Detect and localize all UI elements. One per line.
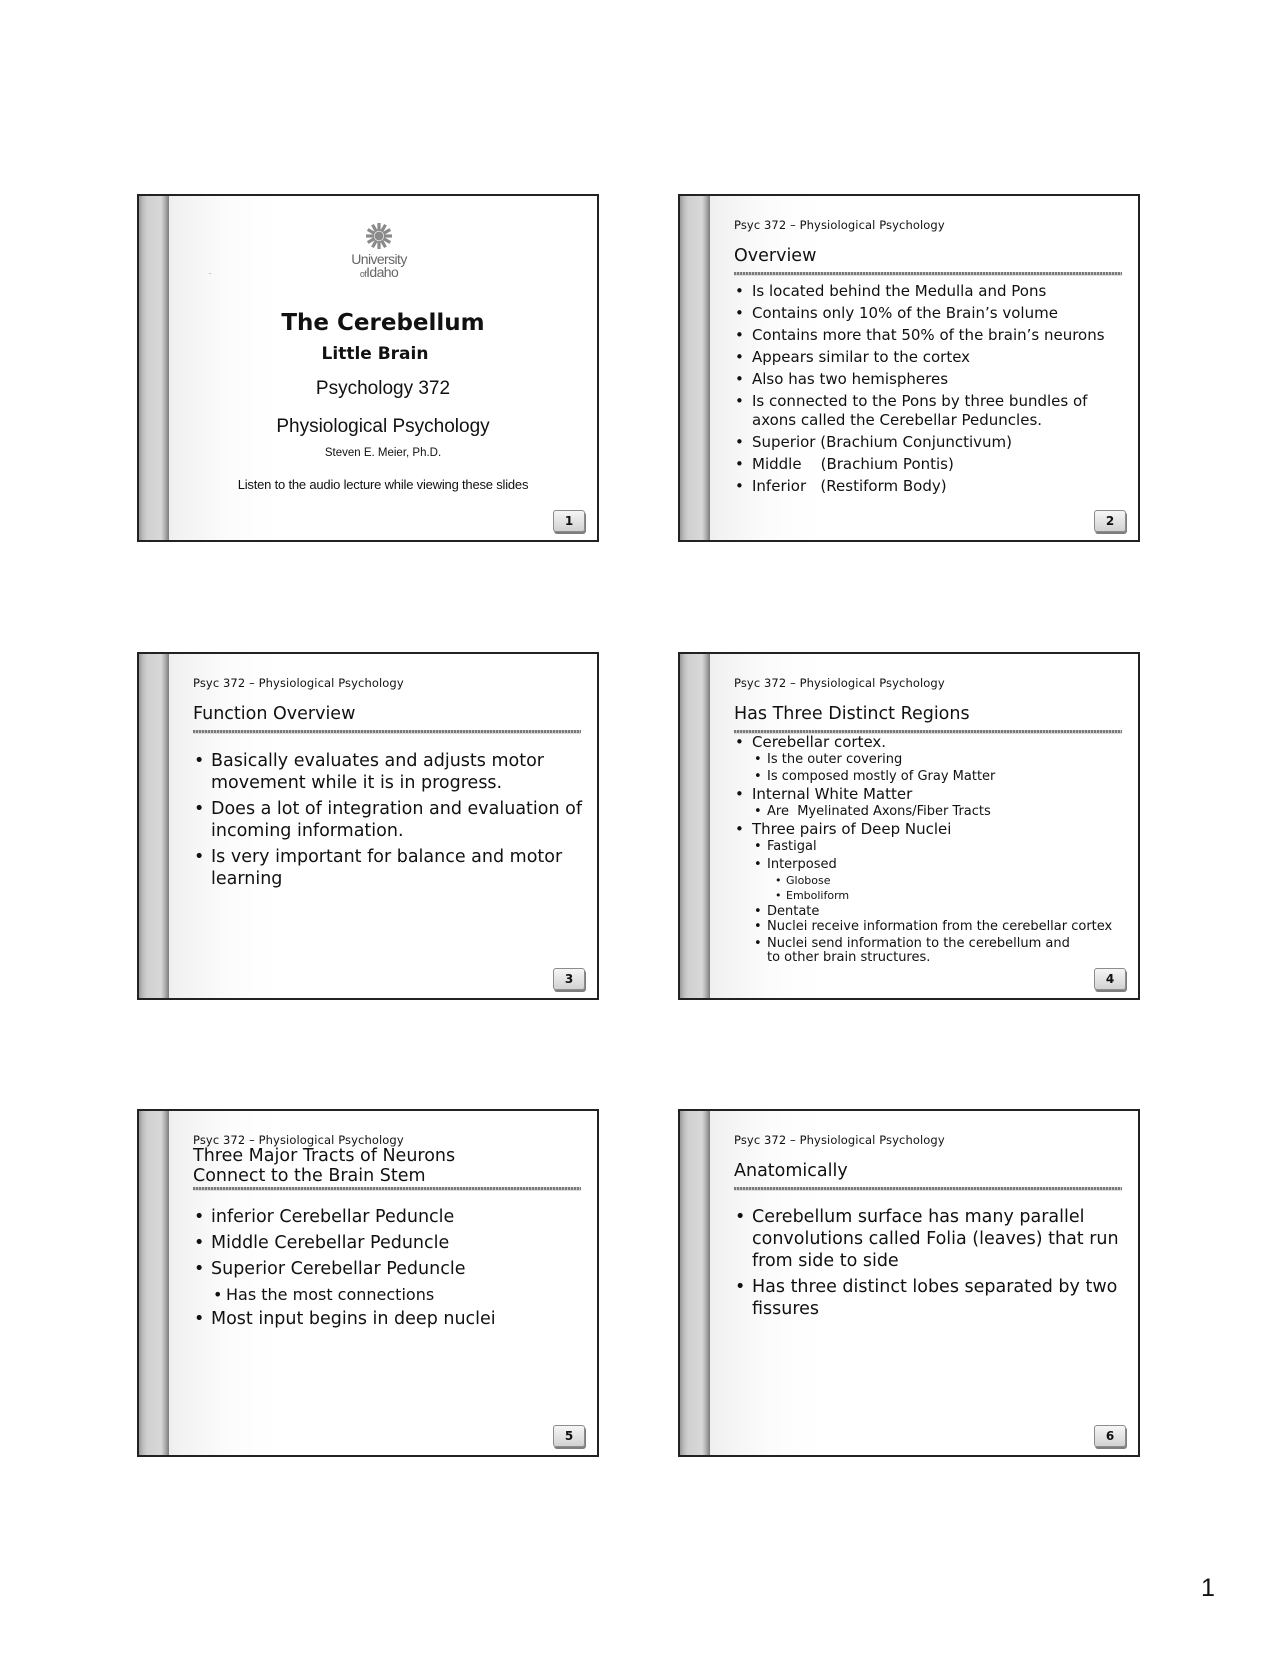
slide-side-band (680, 654, 710, 998)
list-item: • Nuclei send information to the cerebellum and to other brain structures. (753, 937, 1124, 965)
bullet-list (193, 1206, 583, 1330)
list-item: • Interposed (753, 856, 1124, 873)
title-rule (734, 272, 1122, 276)
list-item: • Are Myelinated Axons/Fiber Tracts (753, 803, 1124, 820)
slide-3 (137, 652, 599, 1000)
list-item: • Fastigal (753, 838, 1124, 856)
slide-side-band (680, 1111, 710, 1455)
slide-subtitle: Little Brain (321, 344, 429, 364)
slide-side-band (139, 196, 169, 540)
stray-dot: . (209, 269, 211, 276)
course-code: Psychology 372 (315, 378, 451, 399)
slide-number: 2 (1094, 510, 1126, 532)
list-item: • Superior Cerebellar Peduncle (193, 1258, 583, 1280)
slide-number: 6 (1094, 1425, 1126, 1447)
bullet-list (734, 1206, 1124, 1320)
slide-title: The Cerebellum (281, 310, 485, 336)
course-header: Psyc 372 – Physiological Psychology (193, 1133, 404, 1147)
list-item: • Emboliform (774, 888, 1124, 903)
list-item: • Most input begins in deep nuclei (193, 1308, 583, 1330)
slide-title: Anatomically (734, 1161, 848, 1181)
bullet-list (734, 282, 1124, 496)
logo-line-2: ofIdaho (359, 264, 399, 280)
course-header: Psyc 372 – Physiological Psychology (734, 676, 945, 690)
list-item: • Inferior (Restiform Body) (734, 477, 1124, 496)
list-item: • Does a lot of integration and evaluation of incoming information. (193, 798, 583, 842)
bullet-list (734, 734, 1124, 965)
list-item: • Appears similar to the cortex (734, 348, 1124, 367)
slide-number: 1 (553, 510, 585, 532)
list-item: • Contains more that 50% of the brain’s neurons (734, 326, 1124, 345)
slide-number: 4 (1094, 968, 1126, 990)
title-rule (193, 1187, 581, 1191)
bullet-list (193, 750, 583, 890)
slide-4 (678, 652, 1140, 1000)
slide-1 (137, 194, 599, 542)
list-item: • Is located behind the Medulla and Pons (734, 282, 1124, 301)
slide-number: 3 (553, 968, 585, 990)
slide-title: Overview (734, 246, 817, 266)
course-header: Psyc 372 – Physiological Psychology (734, 218, 945, 232)
slide-title-line: Three Major Tracts of Neurons (193, 1146, 456, 1166)
list-item: • Basically evaluates and adjusts motor movement while it is in progress. (193, 750, 583, 794)
list-item: • Middle Cerebellar Peduncle (193, 1232, 583, 1254)
list-item: • Is very important for balance and motor learning (193, 846, 583, 890)
list-item: • Is composed mostly of Gray Matter (753, 768, 1124, 785)
list-item: • Contains only 10% of the Brain’s volume (734, 304, 1124, 323)
list-item: • Has the most connections (212, 1284, 583, 1306)
list-item: • Globose (774, 873, 1124, 888)
slide-title: Has Three Distinct Regions (734, 704, 970, 724)
university-logo (319, 222, 439, 281)
slide-title-line: Connect to the Brain Stem (193, 1166, 426, 1186)
list-item: • Has three distinct lobes separated by two fissures (734, 1276, 1124, 1320)
list-item: • Is the outer covering (753, 751, 1124, 768)
slide-title (193, 1146, 455, 1186)
list-item: • Is connected to the Pons by three bundles of axons called the Cerebellar Peduncles. (734, 392, 1124, 430)
slide-2 (678, 194, 1140, 542)
course-header: Psyc 372 – Physiological Psychology (193, 676, 404, 690)
list-item: • Cerebellar cortex. (734, 734, 1124, 751)
list-item: • Cerebellum surface has many parallel convolutions called Folia (leaves) that run from side to side (734, 1206, 1124, 1272)
slide-title: Function Overview (193, 704, 356, 724)
slide-side-band (139, 654, 169, 998)
logo-line-1: University (351, 251, 407, 267)
author: Steven E. Meier, Ph.D. (324, 447, 442, 459)
slide-number: 5 (553, 1425, 585, 1447)
list-item: • Three pairs of Deep Nuclei (734, 820, 1124, 838)
page-number: 1 (1201, 1574, 1215, 1602)
title-rule (193, 730, 581, 734)
list-item: • Superior (Brachium Conjunctivum) (734, 433, 1124, 452)
course-header: Psyc 372 – Physiological Psychology (734, 1133, 945, 1147)
slide-side-band (680, 196, 710, 540)
list-item: • Internal White Matter (734, 785, 1124, 803)
audio-note: Listen to the audio lecture while viewing these slides (237, 477, 529, 492)
slide-6 (678, 1109, 1140, 1457)
course-name: Physiological Psychology (276, 416, 490, 437)
list-item: • inferior Cerebellar Peduncle (193, 1206, 583, 1228)
list-item: • Middle (Brachium Pontis) (734, 455, 1124, 474)
slide-5 (137, 1109, 599, 1457)
list-item: • Also has two hemispheres (734, 370, 1124, 389)
slide-side-band (139, 1111, 169, 1455)
sunburst-icon (364, 222, 394, 250)
list-item: • Nuclei receive information from the cerebellar cortex (753, 920, 1124, 934)
list-item: • Dentate (753, 903, 1124, 920)
title-rule (734, 1187, 1122, 1191)
